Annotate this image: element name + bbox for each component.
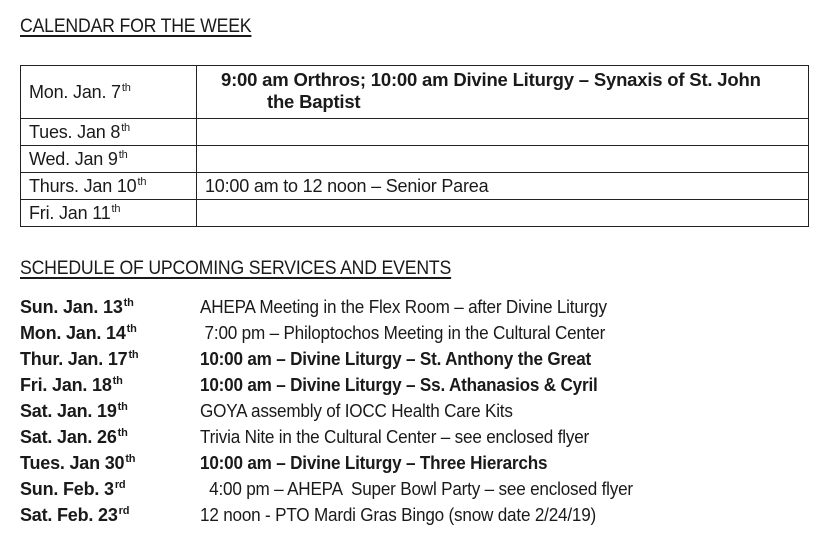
- calendar-day-cell: [21, 146, 197, 173]
- ordinal-suffix: th: [117, 427, 128, 439]
- schedule-day-text: Sun. Feb. 3: [20, 479, 114, 499]
- schedule-day-text: Thur. Jan. 17: [20, 349, 128, 369]
- schedule-event: 4:00 pm – AHEPA Super Bowl Party – see enclosed flyer: [200, 479, 633, 499]
- schedule-event: Trivia Nite in the Cultural Center – see enclosed flyer: [200, 427, 590, 447]
- ordinal-suffix: th: [125, 453, 136, 465]
- ordinal-suffix: th: [121, 81, 131, 94]
- calendar-day-cell: [21, 119, 197, 146]
- schedule-row: [20, 398, 820, 424]
- schedule-day: [20, 502, 129, 528]
- calendar-row: [21, 119, 809, 146]
- schedule-day: [20, 346, 138, 372]
- schedule-day: [20, 450, 135, 476]
- schedule-day: [20, 476, 125, 502]
- calendar-row: [21, 66, 809, 119]
- calendar-event-line: the Baptist: [267, 91, 361, 112]
- schedule-day-text: Tues. Jan 30: [20, 453, 125, 473]
- calendar-day: Thurs. Jan 10: [29, 175, 137, 196]
- schedule-heading: SCHEDULE OF UPCOMING SERVICES AND EVENTS: [20, 258, 452, 279]
- calendar-day-cell: [21, 66, 197, 119]
- schedule-row: [20, 502, 820, 528]
- schedule-event: 10:00 am – Divine Liturgy – Three Hierarchs: [200, 453, 548, 473]
- calendar-event-line: 9:00 am Orthros; 10:00 am Divine Liturgy – Synaxis of St. John: [221, 69, 761, 90]
- schedule-day: [20, 398, 128, 424]
- schedule-event: 7:00 pm – Philoptochos Meeting in the Cultural Center: [200, 323, 606, 343]
- calendar-event-cell: [197, 119, 809, 146]
- schedule-event: GOYA assembly of IOCC Health Care Kits: [200, 401, 513, 421]
- ordinal-suffix: th: [112, 375, 123, 387]
- schedule-day: [20, 320, 137, 346]
- schedule-day: [20, 294, 134, 320]
- ordinal-suffix: th: [123, 297, 134, 309]
- calendar-day-cell: [21, 173, 197, 200]
- schedule-event: AHEPA Meeting in the Flex Room – after Divine Liturgy: [200, 297, 607, 317]
- calendar-event-cell: [197, 200, 809, 227]
- schedule-event: 10:00 am – Divine Liturgy – Ss. Athanasios & Cyril: [200, 375, 598, 395]
- calendar-event-cell: 10:00 am to 12 noon – Senior Parea: [197, 173, 809, 200]
- schedule-row: [20, 450, 820, 476]
- schedule-day: [20, 372, 123, 398]
- schedule-list: [20, 294, 820, 528]
- schedule-day-text: Fri. Jan. 18: [20, 375, 112, 395]
- ordinal-suffix: th: [137, 175, 147, 188]
- calendar-event-cell: [197, 66, 809, 119]
- calendar-day-cell: [21, 200, 197, 227]
- ordinal-suffix: th: [121, 121, 130, 134]
- calendar-day: Tues. Jan 8: [29, 121, 121, 142]
- ordinal-suffix: th: [128, 349, 139, 361]
- schedule-row: [20, 346, 820, 372]
- calendar-row: [21, 173, 809, 200]
- calendar-table: [20, 65, 809, 227]
- schedule-row: [20, 294, 820, 320]
- schedule-event: 12 noon - PTO Mardi Gras Bingo (snow date 2/24/19): [200, 505, 597, 525]
- schedule-row: [20, 476, 820, 502]
- schedule-event: 10:00 am – Divine Liturgy – St. Anthony the Great: [200, 349, 592, 369]
- calendar-event-cell: [197, 146, 809, 173]
- schedule-day-text: Sun. Jan. 13: [20, 297, 123, 317]
- ordinal-suffix: rd: [118, 505, 130, 517]
- schedule-day-text: Sat. Feb. 23: [20, 505, 118, 525]
- ordinal-suffix: th: [117, 401, 128, 413]
- schedule-day: [20, 424, 128, 450]
- calendar-day: Mon. Jan. 7: [29, 81, 121, 102]
- schedule-day-text: Sat. Jan. 26: [20, 427, 117, 447]
- schedule-day-text: Sat. Jan. 19: [20, 401, 117, 421]
- ordinal-suffix: th: [111, 202, 121, 215]
- schedule-day-text: Mon. Jan. 14: [20, 323, 126, 343]
- calendar-row: [21, 200, 809, 227]
- calendar-heading: CALENDAR FOR THE WEEK: [20, 16, 252, 37]
- schedule-row: [20, 424, 820, 450]
- schedule-row: [20, 320, 820, 346]
- ordinal-suffix: th: [118, 148, 128, 161]
- calendar-row: [21, 146, 809, 173]
- calendar-day: Fri. Jan 11: [29, 202, 111, 223]
- ordinal-suffix: rd: [114, 479, 126, 491]
- schedule-row: [20, 372, 820, 398]
- calendar-day: Wed. Jan 9: [29, 148, 118, 169]
- ordinal-suffix: th: [126, 323, 137, 335]
